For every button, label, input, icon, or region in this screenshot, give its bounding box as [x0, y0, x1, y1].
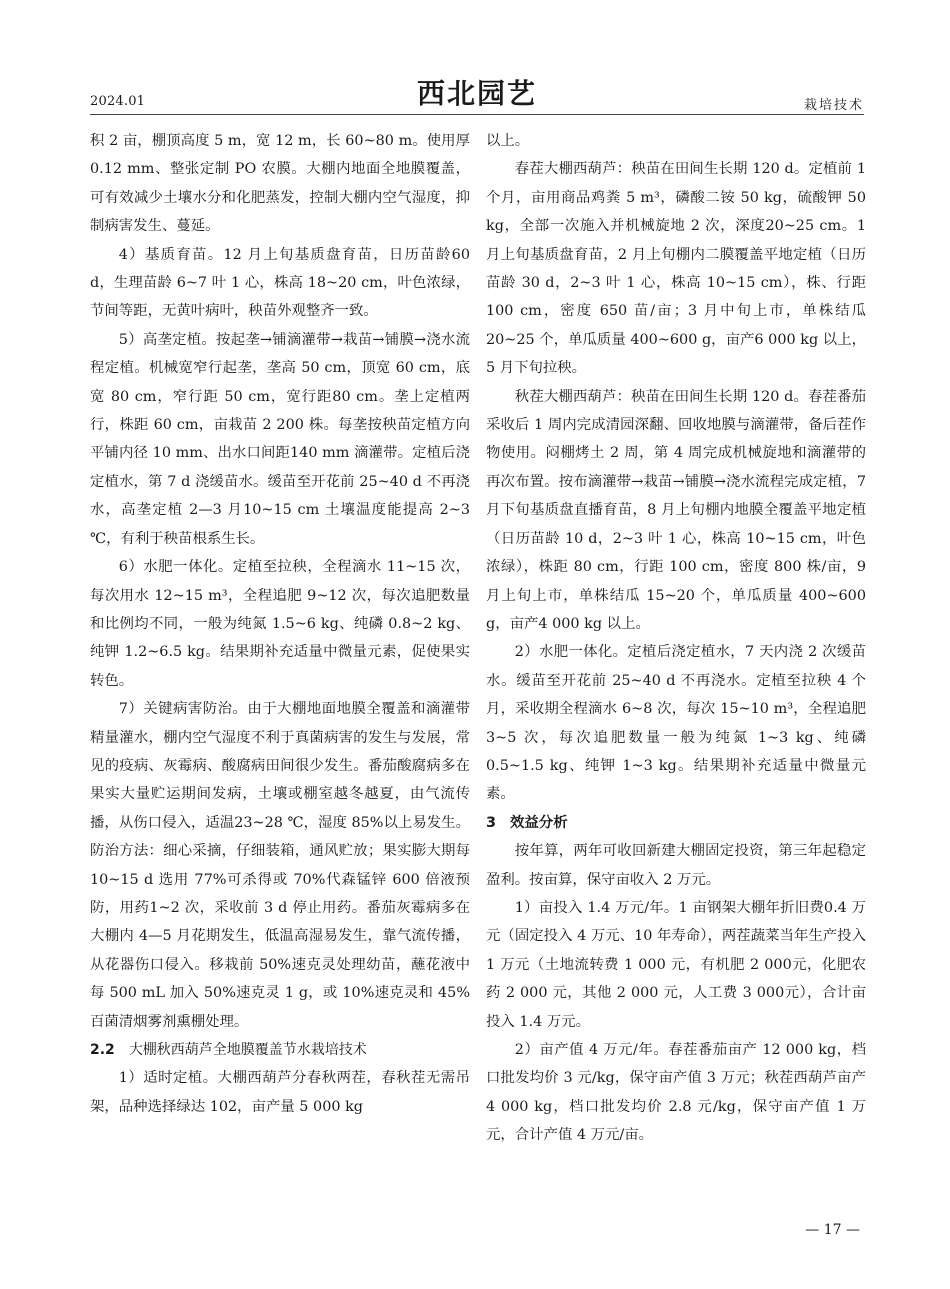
subsection-number: 2.2: [90, 1042, 115, 1058]
left-column: [90, 127, 470, 1121]
paragraph: 1）亩投入 1.4 万元/年。1 亩钢架大棚年折旧费0.4 万元（固定投入 4 万元、10 年寿命），两茬蔬菜当年生产投入 1 万元（土地流转费 1 000 元，有机肥 2 000元，化肥农药 2 000 元，其他 2 000 元，人工费 3 000元），合计亩投入 1.4 万元。: [486, 899, 866, 1030]
paragraph: 1）适时定植。大棚西葫芦分春秋两茬，春秋茬无需吊架，品种选择绿达 102，亩产量 5 000 kg: [90, 1070, 470, 1115]
section-title: 栽培技术: [803, 98, 864, 113]
paragraph: 6）水肥一体化。定植至拉秧，全程滴水 11~15 次，每次用水 12~15 m³，全程追肥 9~12 次，每次追肥数量和比例均不同，一般为纯氮 1.5~6 kg、纯磷 0.8~2 kg、纯钾 1.2~6.5 kg。结果期补充适量中微量元素，促使果实转色。: [90, 559, 470, 689]
page-header: [90, 72, 864, 112]
subsection-heading: [90, 1036, 470, 1064]
journal-logo: 西北园艺: [416, 77, 537, 110]
paragraph: 5）高垄定植。按起垄→铺滴灌带→栽苗→铺膜→浇水流程定植。机械宽窄行起垄，垄高 50 cm，顶宽 60 cm，底宽 80 cm，窄行距 50 cm，宽行距80 cm。垄上定植两行，株距 60 cm，亩栽苗 2 200 株。每垄按秧苗定植方向平铺内径 10 mm、出水口间距140 mm 滴灌带。定植后浇定植水，第 7 d 浇缓苗水。缓苗至开花前 25~40 d 不再浇水，高垄定植 2—3 月10~15 cm 土壤温度能提高 2~3 ℃，有利于秧苗根系生长。: [90, 331, 470, 547]
subsection-title: 大棚秋西葫芦全地膜覆盖节水栽培技术: [128, 1042, 367, 1058]
paragraph: 按年算，两年可收回新建大棚固定投资，第三年起稳定盈利。按亩算，保守亩收入 2 万元。: [486, 843, 866, 888]
section-number: 3: [486, 814, 497, 831]
issue-date: 2024.01: [90, 94, 146, 109]
paragraph: 积 2 亩，棚顶高度 5 m，宽 12 m，长 60~80 m。使用厚 0.12 mm、整张定制 PO 农膜。大棚内地面全地膜覆盖，可有效减少土壤水分和化肥蒸发，控制大棚内空气湿度，抑制病害发生、蔓延。: [90, 133, 470, 235]
paragraph: 以上。: [486, 133, 530, 149]
section-heading-title: 效益分析: [510, 814, 568, 831]
paragraph: 2）亩产值 4 万元/年。春茬番茄亩产 12 000 kg，档口批发均价 3 元/kg，保守亩产值 3 万元；秋茬西葫芦亩产 4 000 kg，档口批发均价 2.8 元/kg，保守亩产值 1 万元，合计产值 4 万元/亩。: [486, 1042, 866, 1144]
right-column: [486, 127, 866, 1150]
paragraph: 春茬大棚西葫芦：秧苗在田间生长期 120 d。定植前 1 个月，亩用商品鸡粪 5 m³，磷酸二铵 50 kg，硫酸钾 50 kg，全部一次施入并机械旋地 2 次，深度20~25 cm。1 月上旬基质盘育苗，2 月上旬棚内二膜覆盖平地定植（日历苗龄 30 d，2~3 叶 1 心，株高 10~15 cm），株、行距 100 cm，密度 650 苗/亩；3 月中旬上市，单株结瓜 20~25 个，单瓜质量 400~600 g，亩产6 000 kg 以上，5 月下旬拉秧。: [486, 161, 866, 377]
page-number: — 17 —: [805, 1222, 860, 1238]
header-rule: [90, 114, 864, 115]
section-heading: [486, 809, 866, 837]
paragraph: 2）水肥一体化。定植后浇定植水，7 天内浇 2 次缓苗水。缓苗至开花前 25~40 d 不再浇水。定植至拉秧 4 个月，采收期全程滴水 6~8 次，每次 15~10 m³，全程追肥 3~5 次，每次追肥数量一般为纯氮 1~3 kg、纯磷 0.5~1.5 kg、纯钾 1~3 kg。结果期补充适量中微量元素。: [486, 644, 866, 803]
paragraph: 7）关键病害防治。由于大棚地面地膜全覆盖和滴灌带精量灌水，棚内空气湿度不利于真菌病害的发生与发展，常见的疫病、灰霉病、酸腐病田间很少发生。番茄酸腐病多在果实大量贮运期间发病，土壤或棚室越冬越夏，由气流传播，从伤口侵入，适温23~28 ℃，湿度 85%以上易发生。防治方法：细心采摘，仔细装箱，通风贮放；果实膨大期每 10~15 d 选用 77%可杀得或 70%代森锰锌 600 倍液预防，用药1~2 次，采收前 3 d 停止用药。番茄灰霉病多在大棚内 4—5 月花期发生，低温高湿易发生，靠气流传播，从花器伤口侵入。移栽前 50%速克灵处理幼苗，蘸花液中每 500 mL 加入 50%速克灵 1 g，或 10%速克灵和 45%百菌清烟雾剂熏棚处理。: [90, 701, 470, 1030]
paragraph: 4）基质育苗。12 月上旬基质盘育苗，日历苗龄60 d，生理苗龄 6~7 叶 1 心，株高 18~20 cm，叶色浓绿，节间等距，无黄叶病叶，秧苗外观整齐一致。: [90, 246, 470, 320]
paragraph: 秋茬大棚西葫芦：秧苗在田间生长期 120 d。春茬番茄采收后 1 周内完成清园深翻、回收地膜与滴灌带，备后茬作物使用。闷棚烤土 2 周，第 4 周完成机械旋地和滴灌带的再次布置。按布滴灌带→栽苗→铺膜→浇水流程完成定植，7 月下旬基质盘直播育苗，8 月上旬棚内地膜全覆盖平地定植（日历苗龄 10 d，2~3 叶 1 心，株高 10~15 cm，叶色浓绿），株距 80 cm，行距 100 cm，密度 800 株/亩，9 月上旬上市，单株结瓜 15~20 个，单瓜质量 400~600 g，亩产4 000 kg 以上。: [486, 388, 866, 632]
